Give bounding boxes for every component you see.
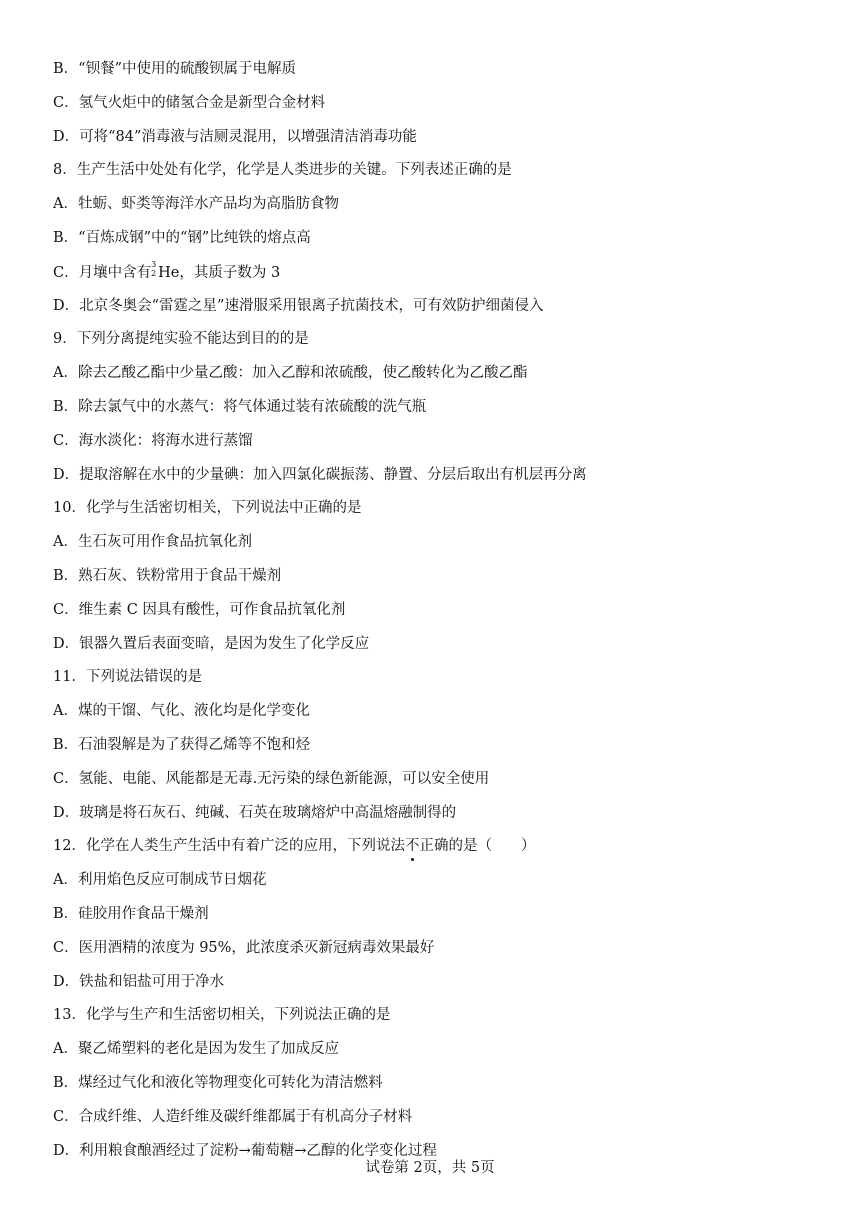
question-8-option-c xyxy=(53,261,833,295)
question-10: 10．化学与生活密切相关，下列说法中正确的是 xyxy=(53,500,362,517)
question-12-prefix: 12．化学在人类生产生活中有着广泛的应用，下列说法 xyxy=(53,838,405,855)
question-13-option-c: C．合成纤维、人造纤维及碳纤维都属于有机高分子材料 xyxy=(53,1108,413,1125)
element-symbol: He xyxy=(158,264,180,281)
page-footer: 试卷第 2页，共 5页 xyxy=(365,1160,495,1176)
question-8: 8．生产生活中处处有化学，化学是人类进步的关键。下列表述正确的是 xyxy=(53,162,512,179)
question-13-option-d: D．利用粮食酿酒经过了淀粉→葡萄糖→乙醇的化学变化过程 xyxy=(53,1142,437,1159)
question-10-option-c: C．维生素 C 因具有酸性，可作食品抗氧化剂 xyxy=(53,601,346,618)
question-10-option-a: A．生石灰可用作食品抗氧化剂 xyxy=(53,534,252,551)
question-12-option-d: D．铁盐和铝盐可用于净水 xyxy=(53,973,225,990)
question-13-option-a: A．聚乙烯塑料的老化是因为发生了加成反应 xyxy=(53,1041,339,1058)
question-12-option-c: C．医用酒精的浓度为 95%，此浓度杀灭新冠病毒效果最好 xyxy=(53,939,435,956)
question-10-option-b: B．熟石灰、铁粉常用于食品干燥剂 xyxy=(53,567,282,584)
question-8-option-c-prefix: C．月壤中含有 xyxy=(53,264,152,281)
emphasis-mark-not: 不 xyxy=(405,835,420,857)
question-12-option-a: A．利用焰色反应可制成节日烟花 xyxy=(53,872,267,889)
isotope-notation xyxy=(151,261,157,279)
question-8-option-b: B．“百炼成钢”中的“钢”比纯铁的熔点高 xyxy=(53,229,311,246)
question-11-option-c: C．氢能、电能、风能都是无毒.无污染的绿色新能源，可以安全使用 xyxy=(53,770,490,787)
option-d: D．可将“84”消毒液与洁厕灵混用，以增强清洁消毒功能 xyxy=(53,128,417,145)
question-8-option-c-suffix: ，其质子数为 3 xyxy=(179,264,281,281)
question-12-option-b: B．硅胶用作食品干燥剂 xyxy=(53,905,209,922)
question-8-option-a: A．牡蛎、虾类等海洋水产品均为高脂肪食物 xyxy=(53,196,339,213)
question-13: 13．化学与生产和生活密切相关，下列说法正确的是 xyxy=(53,1007,391,1024)
exam-page-content xyxy=(53,58,833,1173)
question-12-suffix: 正确的是（ ） xyxy=(419,838,536,855)
question-9-option-d: D．提取溶解在水中的少量碘：加入四氯化碳振荡、静置、分层后取出有机层再分离 xyxy=(53,466,587,483)
option-b: B．“钡餐”中使用的硫酸钡属于电解质 xyxy=(53,61,296,77)
question-13-option-b: B．煤经过气化和液化等物理变化可转化为清洁燃料 xyxy=(53,1074,383,1091)
question-8-option-d: D．北京冬奥会“雷霆之星”速滑服采用银离子抗菌技术，可有效防护细菌侵入 xyxy=(53,297,544,314)
mass-number: 3 xyxy=(151,259,157,269)
atomic-number: 2 xyxy=(151,268,157,278)
question-9: 9．下列分离提纯实验不能达到目的的是 xyxy=(53,331,309,348)
question-11: 11．下列说法错误的是 xyxy=(53,669,202,686)
option-c: C．氢气火炬中的储氢合金是新型合金材料 xyxy=(53,94,326,111)
question-11-option-b: B．石油裂解是为了获得乙烯等不饱和烃 xyxy=(53,736,311,753)
question-11-option-a: A．煤的干馏、气化、液化均是化学变化 xyxy=(53,703,310,720)
question-9-option-a: A．除去乙酸乙酯中少量乙酸：加入乙醇和浓硫酸，使乙酸转化为乙酸乙酯 xyxy=(53,365,528,382)
question-12 xyxy=(53,835,833,869)
question-9-option-b: B．除去氯气中的水蒸气：将气体通过装有浓硫酸的洗气瓶 xyxy=(53,398,427,415)
question-9-option-c: C．海水淡化：将海水进行蒸馏 xyxy=(53,432,253,449)
question-11-option-d: D．玻璃是将石灰石、纯碱、石英在玻璃熔炉中高温熔融制得的 xyxy=(53,804,457,821)
question-10-option-d: D．银器久置后表面变暗，是因为发生了化学反应 xyxy=(53,635,370,652)
